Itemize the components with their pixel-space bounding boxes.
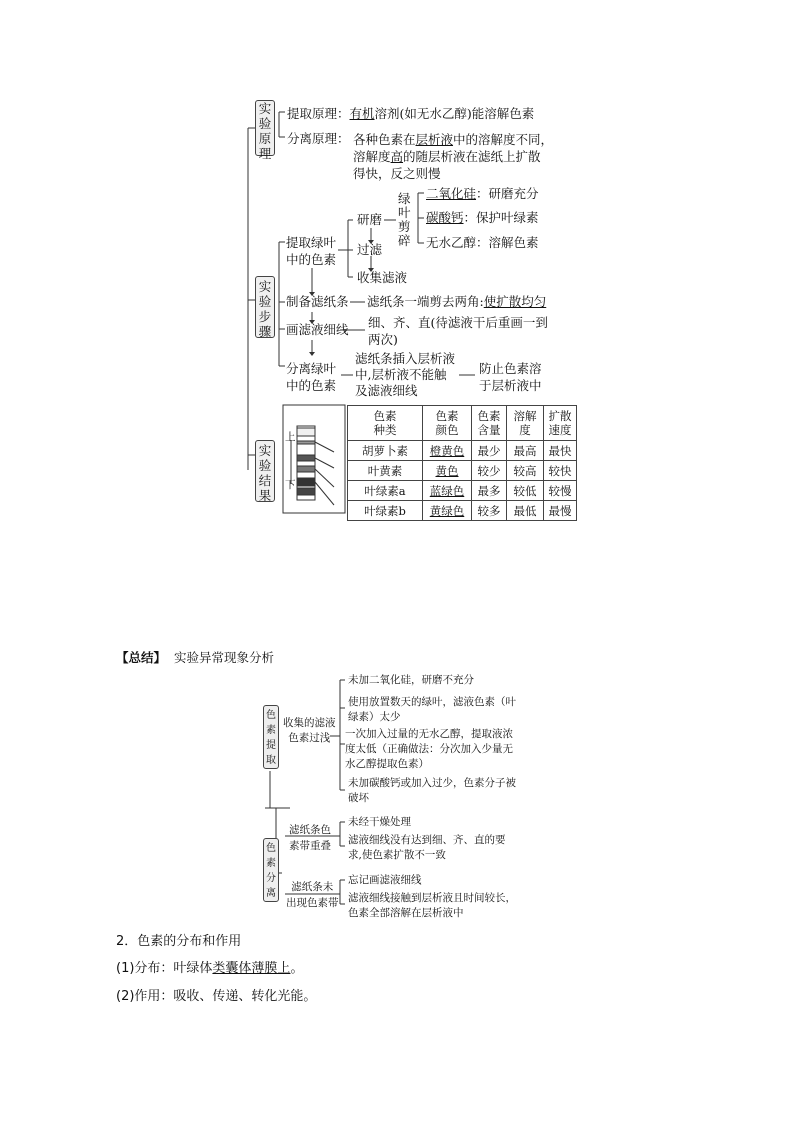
separate-label: 分离原理： — [287, 131, 350, 146]
step-draw-line: 画滤液细线 — [286, 322, 349, 337]
cell: 较高 — [507, 461, 544, 481]
section-heading: 2．色素的分布和作用 — [116, 934, 242, 949]
table-row — [283, 481, 577, 501]
cell: 叶黄素 — [348, 461, 423, 481]
step-grind: 研磨 — [357, 212, 383, 227]
reason-7: 忘记画滤液细线 — [348, 874, 422, 886]
principle-box: 实 验 原 理 — [255, 100, 275, 156]
cause-no-band: 滤纸条未 出现色素带 — [286, 881, 339, 909]
cell: 最慢 — [544, 501, 577, 521]
strip-bottom-label: 下 — [285, 479, 296, 491]
reason-6: 滤液细线没有达到细、齐、直的要 求,使色素扩散不一致 — [348, 834, 506, 861]
results-box: 实 验 结 果 — [255, 440, 275, 502]
header-color: 色素 颜色 — [423, 406, 472, 441]
extract-principle: 提取原理：有机溶剂(如无水乙醇)能溶解色素 — [287, 106, 535, 121]
cell: 黄绿色 — [423, 501, 472, 521]
cell: 较慢 — [544, 481, 577, 501]
reagent-caco3: 碳酸钙：保护叶绿素 — [426, 210, 539, 225]
separate-principle: 各种色素在层析液中的溶解度不同， 溶解度高的随层析液在滤纸上扩散 得快，反之则慢 — [353, 132, 554, 181]
cell: 橙黄色 — [423, 441, 472, 461]
cell: 黄色 — [423, 461, 472, 481]
strip-detail: 滤纸条一端剪去两角:使扩散均匀 — [367, 294, 547, 309]
step-extract: 提取绿叶 中的色素 — [286, 235, 337, 267]
table-row — [283, 441, 577, 461]
leaves-cut: 绿 叶 剪 碎 — [398, 191, 411, 248]
reason-5: 未经干燥处理 — [348, 816, 411, 828]
cell: 最多 — [472, 481, 507, 501]
extract-box: 色 素 提 取 — [263, 705, 279, 769]
steps-box: 实 验 步 骤 — [255, 276, 275, 338]
summary-heading: 【总结】 实验异常现象分析 — [116, 650, 274, 665]
reason-3: 一次加入过量的无水乙醇，提取液浓 度太低（正确做法：分次加入少量无 水乙醇提取色素） — [345, 728, 513, 770]
reason-2: 使用放置数天的绿叶，滤液色素（叶 绿素）太少 — [348, 696, 516, 723]
step-prepare-strip: 制备滤纸条 — [286, 294, 349, 309]
step-collect: 收集滤液 — [357, 270, 408, 285]
function-line: (2)作用：吸收、传递、转化光能。 — [116, 989, 317, 1004]
separate-reason: 防止色素溶 于层析液中 — [479, 361, 542, 393]
cell: 胡萝卜素 — [348, 441, 423, 461]
strip-top-label: 上 — [285, 431, 296, 443]
reagent-ethanol: 无水乙醇：溶解色素 — [426, 235, 539, 250]
separate-detail: 滤纸条插入层析液 中,层析液不能触 及滤液细线 — [355, 351, 456, 398]
header-amount: 色素 含量 — [472, 406, 507, 441]
header-type: 色素 种类 — [348, 406, 423, 441]
cell: 最快 — [544, 441, 577, 461]
header-speed: 扩散 速度 — [544, 406, 577, 441]
cell: 最少 — [472, 441, 507, 461]
table-row — [283, 501, 577, 521]
cell: 较多 — [472, 501, 507, 521]
step-separate: 分离绿叶 中的色素 — [286, 361, 337, 393]
cell: 较少 — [472, 461, 507, 481]
strip-cell — [283, 406, 348, 441]
cell: 最低 — [507, 501, 544, 521]
reason-8: 滤液细线接触到层析液且时间较长， 色素全部溶解在层析液中 — [348, 892, 516, 919]
table-row — [283, 461, 577, 481]
separate-box: 色 素 分 离 — [263, 838, 279, 902]
distribution-line: (1)分布：叶绿体类囊体薄膜上。 — [116, 961, 304, 976]
cause-light-color: 收集的滤液 色素过浅 — [283, 717, 336, 744]
cell: 较快 — [544, 461, 577, 481]
draw-line-detail: 细、齐、直(待滤液干后重画一到 两次) — [368, 315, 548, 347]
cell: 最高 — [507, 441, 544, 461]
step-filter: 过滤 — [357, 242, 383, 257]
cell: 蓝绿色 — [423, 481, 472, 501]
header-solubility: 溶解度 — [507, 406, 544, 441]
cause-overlap: 滤纸条色 素带重叠 — [289, 824, 331, 852]
cell: 较低 — [507, 481, 544, 501]
results-table — [283, 405, 577, 521]
reagent-silica: 二氧化硅：研磨充分 — [426, 186, 539, 201]
cell: 叶绿素a — [348, 481, 423, 501]
reason-1: 未加二氧化硅，研磨不充分 — [348, 674, 474, 686]
cell: 叶绿素b — [348, 501, 423, 521]
reason-4: 未加碳酸钙或加入过少，色素分子被 破坏 — [348, 777, 516, 804]
